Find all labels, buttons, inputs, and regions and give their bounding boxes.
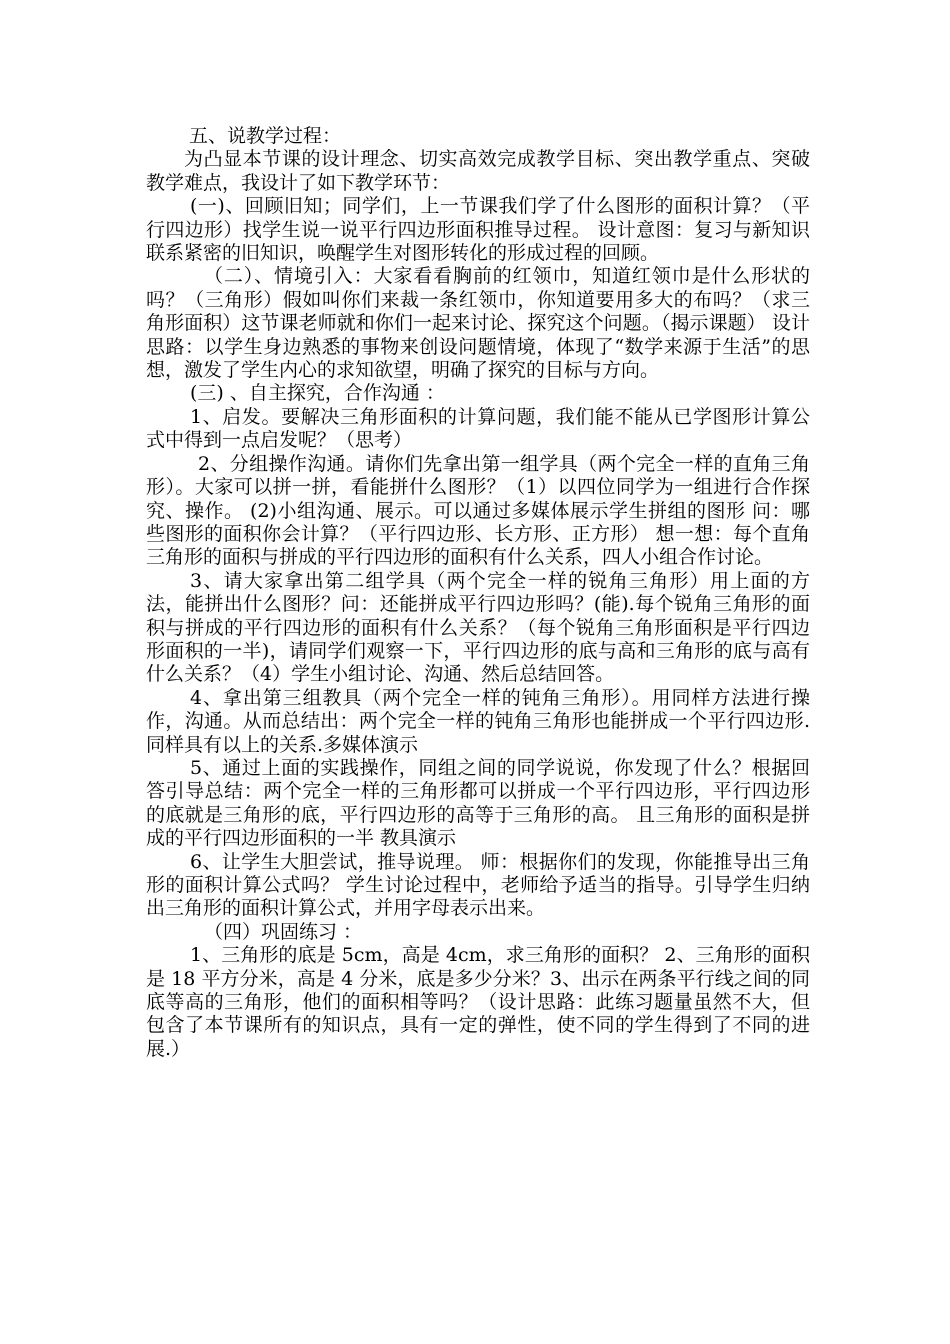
explore-item-2: 2、分组操作沟通。请你们先拿出第一组学具（两个完全一样的直角三角形）。大家可以拼一拼，看能拼什么图形？（1）以四位同学为一组进行合作探究、操作。 (2)小组沟通、展示。可以通过多媒体展示学生拼组的图形 问：哪些图形的面积你会计算？（平行四边形、长方形、正方形） 想一想：每个直角三角形的面积与拼成的平行四边形的面积有什么关系，四人小组合作讨论。 bbox=[146, 452, 810, 569]
section-title: 五、说教学过程： bbox=[189, 125, 342, 147]
step-explore-heading: (三) 、自主探究，合作沟通 ： bbox=[190, 382, 445, 405]
explore-item-6: 6、让学生大胆尝试，推导说理。 师：根据你们的发现，你能推导出三角形的面积计算公式吗？ 学生讨论过程中，老师给予适当的指导。引导学生归纳出三角形的面积计算公式，并用字母表示出来。 bbox=[146, 850, 810, 920]
practice-paragraph: 1、三角形的底是 5cm，高是 4cm，求三角形的面积？ 2、三角形的面积是 18 平方分米，高是 4 分米，底是多少分米？3、出示在两条平行线之间的同底等高的三角形，他们的面积相等吗？（设计思路：此练习题量虽然不大，但包含了本节课所有的知识点，具有一定的弹性，使不同的学生得到了不同的进展.） bbox=[146, 944, 810, 1060]
step-practice-heading: （四）巩固练习 ： bbox=[204, 920, 363, 943]
step-context-paragraph: （二）、情境引入：大家看看胸前的红领巾，知道红领巾是什么形状的吗？（三角形）假如叫你们来裁一条红领巾，你知道要用多大的布吗？（求三角形面积）这节课老师就和你们一起来讨论、探究这个问题。（揭示课题） 设计思路：以学生身边熟悉的事物来创设问题情境，体现了“数学来源于生活”的思想，激发了学生内心的求知欲望，明确了探究的目标与方向。 bbox=[146, 265, 810, 382]
step-review-paragraph: (一)、回顾旧知；同学们，上一节课我们学了什么图形的面积计算？（平行四边形）找学生说一说平行四边形面积推导过程。 设计意图：复习与新知识联系紧密的旧知识，唤醒学生对图形转化的形成过程的回顾。 bbox=[146, 195, 810, 265]
document-body bbox=[146, 125, 810, 1061]
explore-item-1: 1、启发。要解决三角形面积的计算问题，我们能不能从已学图形计算公式中得到一点启发呢？（思考） bbox=[146, 405, 810, 452]
intro-paragraph: 为凸显本节课的设计理念、切实高效完成教学目标、突出教学重点、突破教学难点，我设计了如下教学环节： bbox=[146, 148, 810, 194]
explore-item-5: 5、通过上面的实践操作，同组之间的同学说说，你发现了什么？根据回答引导总结：两个完全一样的三角形都可以拼成一个平行四边形，平行四边形的底就是三角形的底，平行四边形的高等于三角形的高。 且三角形的面积是拼成的平行四边形面积的一半 教具演示 bbox=[146, 756, 810, 850]
explore-item-3: 3、请大家拿出第二组学具（两个完全一样的锐角三角形）用上面的方法，能拼出什么图形？问：还能拼成平行四边形吗？(能).每个锐角三角形的面积与拼成的平行四边形的面积有什么关系？（每个锐角三角形面积是平行四边形面积的一半)，请同学们观察一下，平行四边形的底与高和三角形的底与高有什么关系？（4）学生小组讨论、沟通、然后总结回答。 bbox=[146, 569, 810, 686]
explore-item-4: 4、拿出第三组教具（两个完全一样的钝角三角形）。用同样方法进行操作，沟通。从而总结出：两个完全一样的钝角三角形也能拼成一个平行四边形.同样具有以上的关系.多媒体演示 bbox=[146, 686, 810, 756]
